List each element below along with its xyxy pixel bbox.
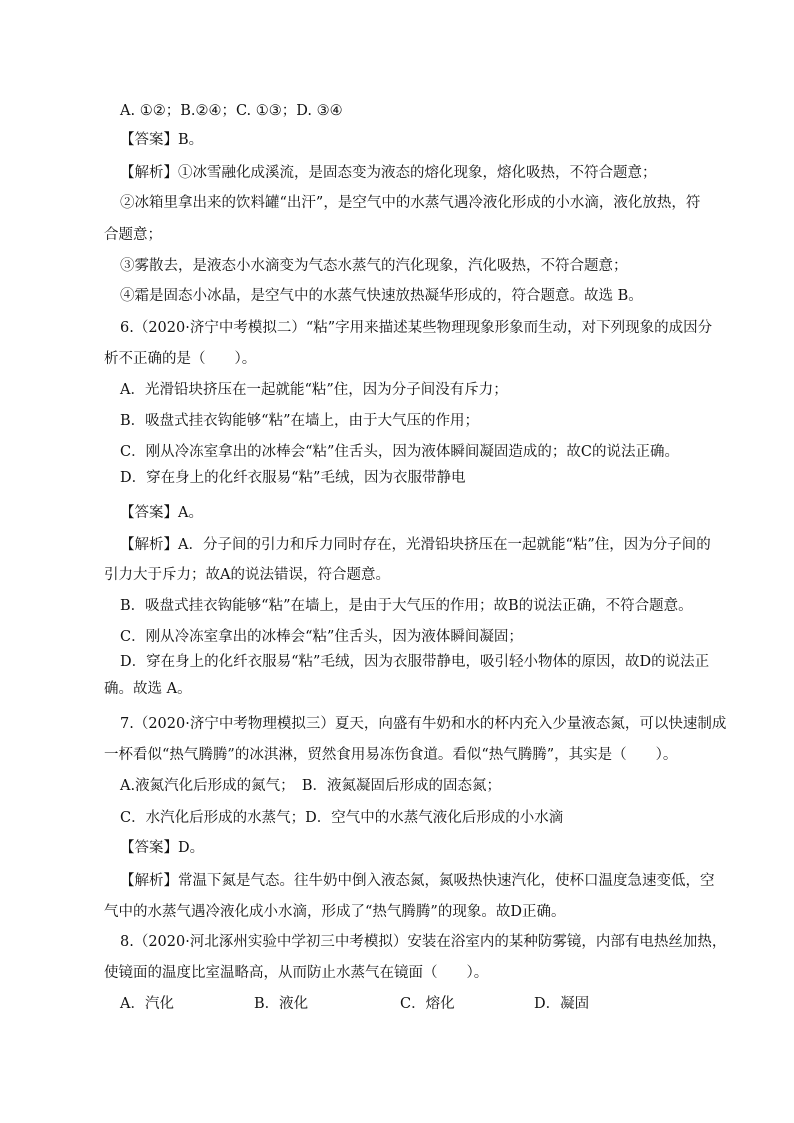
q8-option: A．汽化 [120, 996, 174, 1012]
q5-options: A. ①②；B.②④；C. ①③；D. ③④ [120, 103, 343, 119]
q5-analysis-line: ④霜是固态小冰晶，是空气中的水蒸气快速放热凝华形成的，符合题意。故选 B。 [120, 288, 643, 304]
q7-answer: 【答案】D。 [120, 840, 205, 856]
q6-option: C．刚从冷冻室拿出的冰棒会“粘”住舌头，因为液体瞬间凝固造成的；故C的说法正确。 [120, 444, 680, 460]
q8-stem-line: 使镜面的温度比室温略高，从而防止水蒸气在镜面（ ）。 [104, 965, 489, 981]
q7-analysis-line: 【解析】常温下氮是气态。往牛奶中倒入液态氮，氮吸热快速汽化，使杯口温度急速变低，空 [120, 873, 715, 889]
q6-analysis-line: 确。故选 A。 [104, 681, 192, 697]
q6-analysis-line: C．刚从冷冻室拿出的冰棒会“粘”住舌头，因为液体瞬间凝固； [120, 629, 523, 645]
q6-option: D．穿在身上的化纤衣服易“粘”毛绒，因为衣服带静电 [120, 470, 466, 486]
q8-option: C．熔化 [400, 996, 455, 1012]
q8-option: D．凝固 [534, 996, 590, 1012]
q5-analysis-line: 【解析】①冰雪融化成溪流，是固态变为液态的熔化现象，熔化吸热，不符合题意； [120, 165, 657, 181]
q6-option: B．吸盘式挂衣钩能够“粘”在墙上，由于大气压的作用； [120, 413, 479, 429]
q7-option-line: A.液氮汽化后形成的氮气； B．液氮凝固后形成的固态氮； [120, 778, 501, 794]
q6-analysis-line: B．吸盘式挂衣钩能够“粘”在墙上，是由于大气压的作用；故B的说法正确，不符合题意。 [120, 598, 693, 614]
q5-analysis-line: ②冰箱里拿出来的饮料罐“出汗”，是空气中的水蒸气遇冷液化形成的小水滴，液化放热，符 [120, 195, 701, 211]
q8-option: B．液化 [254, 996, 309, 1012]
q5-analysis-line: 合题意； [104, 227, 162, 243]
q7-stem-line: 一杯看似“热气腾腾”的冰淇淋，贸然食用易冻伤食道。看似“热气腾腾”，其实是（ ）。 [104, 747, 678, 763]
q6-answer: 【答案】A。 [120, 505, 203, 521]
q6-analysis-line: 引力大于斥力；故A的说法错误，符合题意。 [104, 567, 390, 583]
q8-stem-line: 8.（2020·河北涿州实验中学初三中考模拟）安装在浴室内的某种防雾镜，内部有电热丝加热， [120, 934, 727, 950]
q6-stem-line: 析不正确的是（ ）。 [104, 351, 257, 367]
q6-stem-line: 6.（2020·济宁中考模拟二）“粘”字用来描述某些物理现象形象而生动，对下列现象的成因分 [120, 320, 713, 336]
q5-analysis-line: ③雾散去，是液态小水滴变为气态水蒸气的汽化现象，汽化吸热，不符合题意； [120, 258, 628, 274]
q6-analysis-line: D．穿在身上的化纤衣服易“粘”毛绒，因为衣服带静电，吸引轻小物体的原因，故D的说法正 [120, 654, 710, 670]
q6-analysis-line: 【解析】A．分子间的引力和斥力同时存在，光滑铅块挤压在一起就能“粘”住，因为分子间的 [120, 537, 711, 553]
q5-answer: 【答案】B。 [120, 132, 204, 148]
q6-option: A．光滑铅块挤压在一起就能“粘”住，因为分子间没有斥力； [120, 382, 508, 398]
q7-option-line: C．水汽化后形成的水蒸气；D．空气中的水蒸气液化后形成的小水滴 [120, 810, 564, 826]
q7-analysis-line: 气中的水蒸气遇冷液化成小水滴，形成了“热气腾腾”的现象。故D正确。 [104, 904, 566, 920]
q7-stem-line: 7.（2020·济宁中考物理模拟三）夏天，向盛有牛奶和水的杯内充入少量液态氮，可以快速制成 [120, 716, 727, 732]
